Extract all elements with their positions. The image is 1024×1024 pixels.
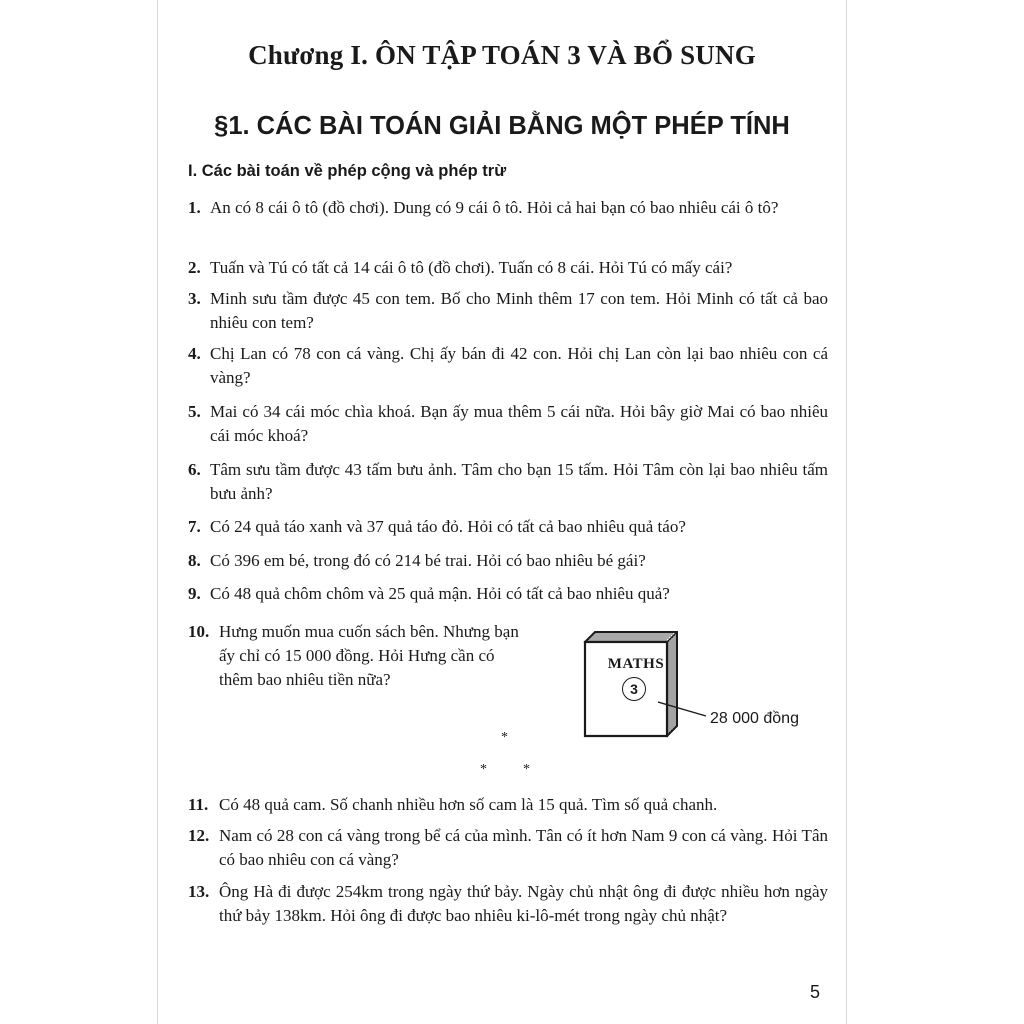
problem-8 — [188, 549, 828, 573]
problem-2 — [188, 256, 828, 280]
problem-text: Có 396 em bé, trong đó có 214 bé trai. Hỏi có bao nhiêu bé gái? — [210, 551, 646, 570]
problem-11 — [188, 793, 828, 817]
problem-3 — [188, 287, 828, 335]
problem-text: Có 48 quả chôm chôm và 25 quả mận. Hỏi có tất cả bao nhiêu quả? — [210, 584, 670, 603]
subsection-title: I. Các bài toán về phép cộng và phép trừ — [188, 162, 507, 180]
problem-number: 12. — [188, 826, 210, 845]
separator-star: * — [480, 762, 487, 777]
book-price: 28 000 đồng — [710, 710, 799, 727]
problem-number: 1. — [188, 198, 201, 217]
textbook-page — [158, 0, 846, 1024]
problem-number: 6. — [188, 460, 201, 479]
price-pointer-line — [658, 700, 708, 720]
problem-text: Ông Hà đi được 254km trong ngày thứ bảy. Ngày chủ nhật ông đi được nhiều hơn ngày thứ bảy 138km. Hỏi ông đi được bao nhiêu ki-lô-mét trong ngày chủ nhật? — [219, 882, 828, 925]
problem-13 — [188, 880, 828, 928]
page-number: 5 — [810, 982, 821, 1002]
problem-1 — [188, 196, 828, 220]
problem-9 — [188, 582, 828, 606]
problem-number: 3. — [188, 289, 201, 308]
problem-number: 7. — [188, 517, 201, 536]
problem-number: 10. — [188, 622, 210, 641]
problem-number: 11. — [188, 795, 209, 814]
problem-number: 4. — [188, 344, 201, 363]
problem-text: An có 8 cái ô tô (đồ chơi). Dung có 9 cái ô tô. Hỏi cả hai bạn có bao nhiêu cái ô tô? — [210, 198, 779, 217]
section-title: §1. CÁC BÀI TOÁN GIẢI BẰNG MỘT PHÉP TÍNH — [214, 112, 790, 140]
separator-star: * — [523, 762, 530, 777]
problem-text: Chị Lan có 78 con cá vàng. Chị ấy bán đi 42 con. Hỏi chị Lan còn lại bao nhiêu con cá vàng? — [210, 344, 828, 387]
separator-star: * — [501, 730, 508, 745]
problem-text: Có 48 quả cam. Số chanh nhiều hơn số cam là 15 quả. Tìm số quả chanh. — [219, 795, 718, 814]
problem-12 — [188, 824, 828, 872]
problem-5 — [188, 400, 828, 448]
book-cover-title: MATHS — [607, 656, 665, 672]
book-volume-badge: 3 — [622, 677, 646, 701]
problem-number: 8. — [188, 551, 201, 570]
problem-number: 13. — [188, 882, 210, 901]
problem-number: 2. — [188, 258, 201, 277]
problem-10 — [188, 620, 528, 692]
problem-7 — [188, 515, 828, 539]
problem-text: Nam có 28 con cá vàng trong bể cá của mình. Tân có ít hơn Nam 9 con cá vàng. Hỏi Tân có bao nhiêu con cá vàng? — [219, 826, 828, 869]
problem-text: Tâm sưu tầm được 43 tấm bưu ảnh. Tâm cho bạn 15 tấm. Hỏi Tâm còn lại bao nhiêu tấm bưu ảnh? — [210, 460, 828, 503]
problem-text: Hưng muốn mua cuốn sách bên. Nhưng bạn ấy chỉ có 15 000 đồng. Hỏi Hưng cần có thêm bao nhiêu tiền nữa? — [219, 622, 519, 689]
problem-number: 9. — [188, 584, 201, 603]
problem-4 — [188, 342, 828, 390]
problem-text: Tuấn và Tú có tất cả 14 cái ô tô (đồ chơi). Tuấn có 8 cái. Hỏi Tú có mấy cái? — [210, 258, 733, 277]
chapter-title: Chương I. ÔN TẬP TOÁN 3 VÀ BỔ SUNG — [248, 40, 756, 70]
problem-number: 5. — [188, 402, 201, 421]
problem-text: Có 24 quả táo xanh và 37 quả táo đỏ. Hỏi có tất cả bao nhiêu quả táo? — [210, 517, 686, 536]
problem-6 — [188, 458, 828, 506]
problem-text: Mai có 34 cái móc chìa khoá. Bạn ấy mua thêm 5 cái nữa. Hỏi bây giờ Mai có bao nhiêu cái móc khoá? — [210, 402, 828, 445]
problem-text: Minh sưu tầm được 45 con tem. Bố cho Minh thêm 17 con tem. Hỏi Minh có tất cả bao nhiêu con tem? — [210, 289, 828, 332]
